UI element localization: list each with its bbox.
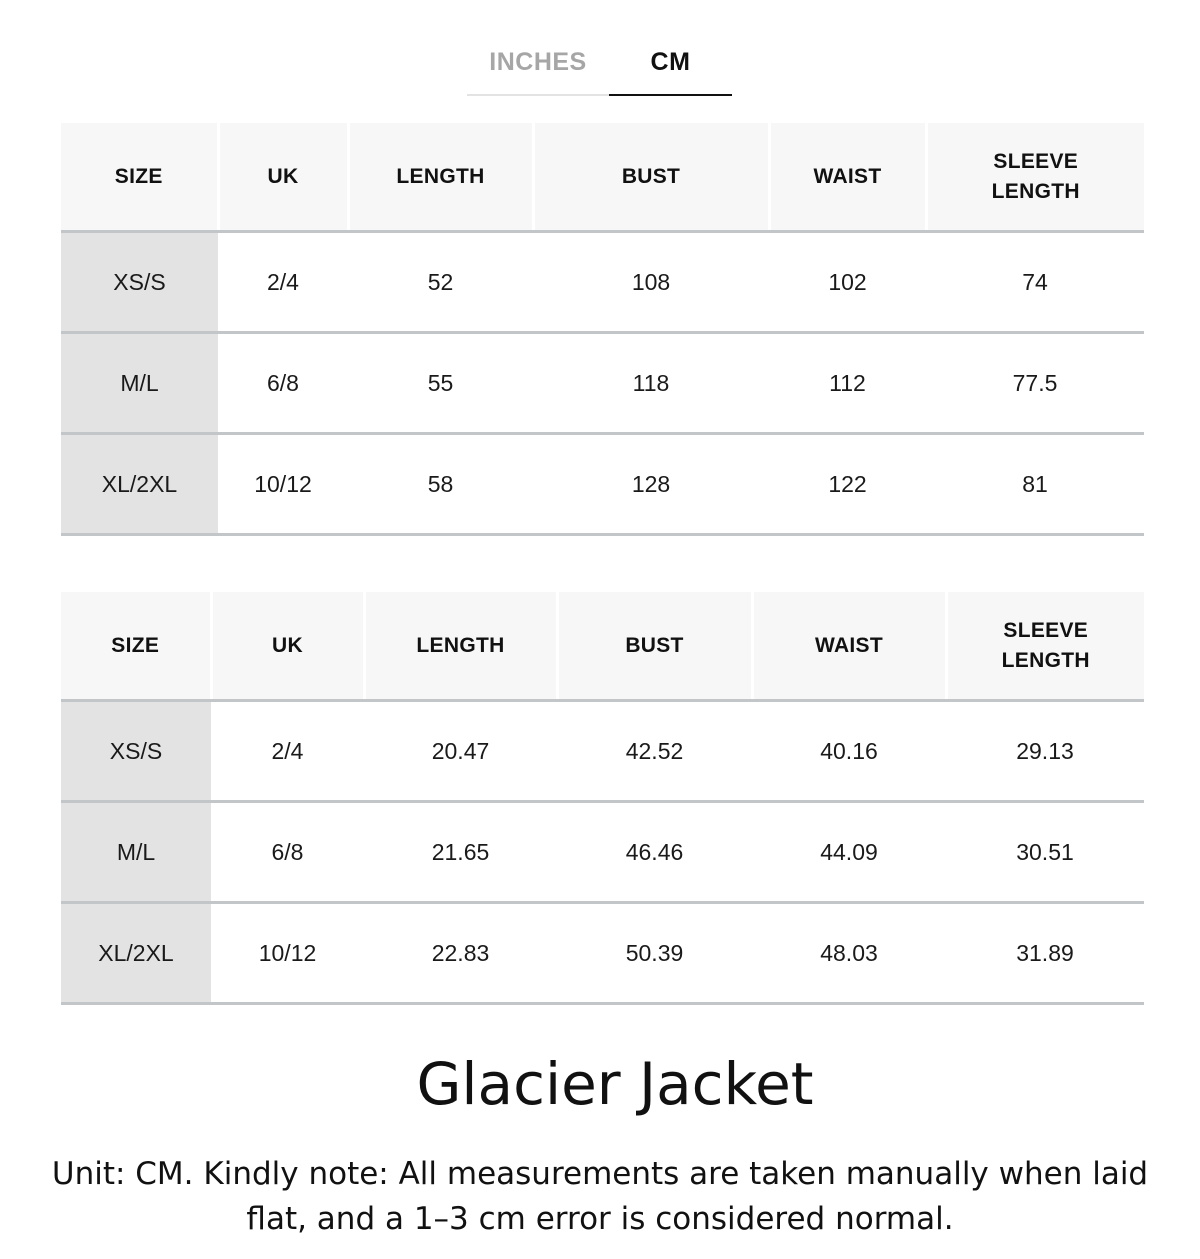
waist-cell: 122 [769,434,926,535]
length-cell: 55 [348,333,533,434]
size-cell: XL/2XL [61,434,218,535]
bust-cell: 50.39 [557,903,752,1004]
header-bust: BUST [533,123,769,232]
table-row [61,802,1144,903]
sleeve-length-cell: 81 [926,434,1144,535]
table-row [61,701,1144,802]
product-title: Glacier Jacket [416,1050,814,1118]
length-cell: 21.65 [364,802,557,903]
size-table-cm [61,123,1144,536]
table-row [61,434,1144,535]
header-uk: UK [218,123,348,232]
sleeve-length-cell: 74 [926,232,1144,333]
length-cell: 20.47 [364,701,557,802]
header-length: LENGTH [348,123,533,232]
waist-cell: 40.16 [752,701,946,802]
uk-cell: 6/8 [211,802,364,903]
tab-inches[interactable]: INCHES [467,40,609,96]
measurement-note: Unit: CM. Kindly note: All measurements are taken manually when laid flat, and a 1–3 cm error is considered normal. [51,1156,1149,1237]
bust-cell: 118 [533,333,769,434]
bust-cell: 46.46 [557,802,752,903]
header-bust: BUST [557,592,752,701]
unit-tabs [467,40,732,96]
header-sleeve-length-label: SLEEVE LENGTH [991,149,1080,203]
header-sleeve-length-label: SLEEVE LENGTH [1001,618,1090,672]
header-waist: WAIST [769,123,926,232]
size-cell: M/L [61,802,211,903]
table-header-row [61,123,1144,232]
uk-cell: 2/4 [218,232,348,333]
bust-cell: 108 [533,232,769,333]
waist-cell: 112 [769,333,926,434]
waist-cell: 102 [769,232,926,333]
bust-cell: 128 [533,434,769,535]
size-cell: XS/S [61,701,211,802]
sleeve-length-cell: 77.5 [926,333,1144,434]
tab-cm[interactable]: CM [609,40,732,96]
sleeve-length-cell: 29.13 [946,701,1144,802]
table-row [61,232,1144,333]
size-cell: XL/2XL [61,903,211,1004]
length-cell: 58 [348,434,533,535]
header-length: LENGTH [364,592,557,701]
sleeve-length-cell: 30.51 [946,802,1144,903]
sleeve-length-cell: 31.89 [946,903,1144,1004]
uk-cell: 6/8 [218,333,348,434]
bust-cell: 42.52 [557,701,752,802]
uk-cell: 10/12 [218,434,348,535]
table-header-row [61,592,1144,701]
waist-cell: 48.03 [752,903,946,1004]
waist-cell: 44.09 [752,802,946,903]
header-sleeve-length [926,123,1144,232]
table-row [61,903,1144,1004]
length-cell: 52 [348,232,533,333]
size-cell: XS/S [61,232,218,333]
size-table-inches [61,592,1144,1005]
header-waist: WAIST [752,592,946,701]
header-uk: UK [211,592,364,701]
size-cell: M/L [61,333,218,434]
uk-cell: 10/12 [211,903,364,1004]
uk-cell: 2/4 [211,701,364,802]
header-sleeve-length [946,592,1144,701]
table-row [61,333,1144,434]
header-size: SIZE [61,592,211,701]
header-size: SIZE [61,123,218,232]
length-cell: 22.83 [364,903,557,1004]
